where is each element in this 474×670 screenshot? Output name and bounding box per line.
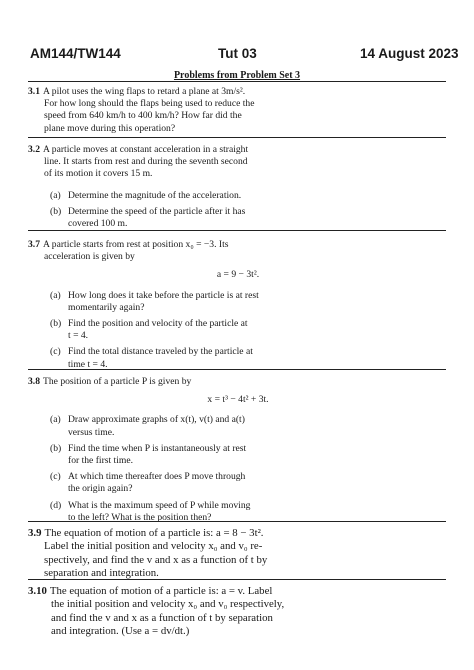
problem-text-line: acceleration is given by <box>44 251 135 263</box>
sub-question-label: (a) <box>50 189 61 201</box>
problem-number: 3.2 <box>28 144 40 155</box>
problem-text-line: and integration. (Use a = dv/dt.) <box>51 625 190 638</box>
problem-text-line: plane move during this operation? <box>44 122 176 134</box>
problem-number: 3.1 <box>28 86 40 97</box>
sub-question-text: the origin again? <box>68 483 133 495</box>
sub-question <box>28 346 448 370</box>
sub-question <box>28 318 448 342</box>
sub-question <box>28 190 448 202</box>
sub-question-text: How long does it take before the particle is at rest <box>68 289 259 301</box>
page-header <box>0 46 474 68</box>
course-code: AM144/TW144 <box>30 46 121 61</box>
sub-question-label: (b) <box>50 205 62 217</box>
sub-question-text: Determine the magnitude of the acceleration. <box>68 189 242 201</box>
sub-question-text: Find the time when P is instantaneously at rest <box>68 442 247 454</box>
divider <box>28 369 446 370</box>
sub-question-text: momentarily again? <box>68 301 145 313</box>
sub-question-text: What is the maximum speed of P while moving <box>68 499 251 511</box>
divider <box>28 230 446 231</box>
problem-3-1 <box>28 86 448 135</box>
problem-text-line: the initial position and velocity x₀ and v₀ respectively, <box>51 598 285 611</box>
divider <box>28 579 446 580</box>
problem-text-line: separation and integration. <box>44 567 159 580</box>
problem-text-line: of its motion it covers 15 m. <box>44 168 153 180</box>
sub-question-text: for the first time. <box>68 455 134 467</box>
sub-question-text: t = 4. <box>68 330 89 342</box>
equation: x = t³ − 4t² + 3t. <box>207 394 269 406</box>
sub-question-text: Determine the speed of the particle after it has <box>68 205 246 217</box>
problem-number: 3.10 <box>28 585 47 597</box>
problem-text-line: spectively, and find the v and x as a function of t by <box>44 553 268 566</box>
sub-question-label: (c) <box>50 346 61 358</box>
sub-question-text: versus time. <box>68 426 115 438</box>
problem-number: 3.7 <box>28 239 40 250</box>
divider <box>28 521 446 522</box>
sub-question-text: Find the total distance traveled by the particle at <box>68 346 253 358</box>
problem-text-line: speed from 640 km/h to 400 km/h? How far did the <box>44 110 242 122</box>
problem-3-7 <box>28 239 448 371</box>
sub-question-label: (a) <box>50 289 61 301</box>
tutorial-number: Tut 03 <box>218 46 257 61</box>
sub-question-text: Draw approximate graphs of x(t), v(t) and a(t) <box>68 414 245 426</box>
problem-3-8 <box>28 376 448 524</box>
problem-3-9 <box>28 527 448 581</box>
sub-question <box>28 471 448 495</box>
problem-text-line: The position of a particle P is given by <box>43 376 192 387</box>
problem-text-line: For how long should the flaps being used to reduce the <box>44 98 255 110</box>
problem-number: 3.9 <box>28 527 42 539</box>
problem-text-line: line. It starts from rest and during the seventh second <box>44 156 248 168</box>
equation: a = 9 − 3t². <box>216 269 260 281</box>
problem-text-line: and find the v and x as a function of t by separation <box>51 611 273 624</box>
sub-question <box>28 443 448 467</box>
problem-3-2 <box>28 144 448 230</box>
sub-question <box>28 206 448 230</box>
problem-text-line: A particle moves at constant acceleration in a straight <box>43 144 249 155</box>
sub-question-text: At which time thereafter does P move through <box>68 471 246 483</box>
sub-question-label: (b) <box>50 442 62 454</box>
sub-question-label: (a) <box>50 414 61 426</box>
sub-question-text: to the left? What is the position then? <box>68 511 212 523</box>
divider <box>28 81 446 82</box>
page-subtitle: Problems from Problem Set 3 <box>173 70 301 81</box>
problem-text-line: The equation of motion of a particle is: a = v. Label <box>49 585 273 597</box>
sub-question <box>28 290 448 314</box>
problem-text-line: Label the initial position and velocity x₀ and v₀ re- <box>44 540 263 553</box>
divider <box>28 137 446 138</box>
sub-question-label: (b) <box>50 318 62 330</box>
problem-text-line: The equation of motion of a particle is: a = 8 − 3t². <box>44 527 264 539</box>
problem-3-10 <box>28 585 448 639</box>
sub-question <box>28 414 448 438</box>
sub-question-text: Find the position and velocity of the particle at <box>68 318 248 330</box>
problem-text-line: A pilot uses the wing flaps to retard a plane at 3m/s². <box>43 86 246 97</box>
sub-question-text: time t = 4. <box>68 358 108 370</box>
sub-question-label: (d) <box>50 499 62 511</box>
tutorial-date: 14 August 2023 <box>360 46 459 61</box>
problem-text-line: A particle starts from rest at position x₀ = −3. Its <box>43 239 229 250</box>
problem-number: 3.8 <box>28 376 40 387</box>
sub-question-label: (c) <box>50 471 61 483</box>
sub-question-text: covered 100 m. <box>68 218 128 230</box>
